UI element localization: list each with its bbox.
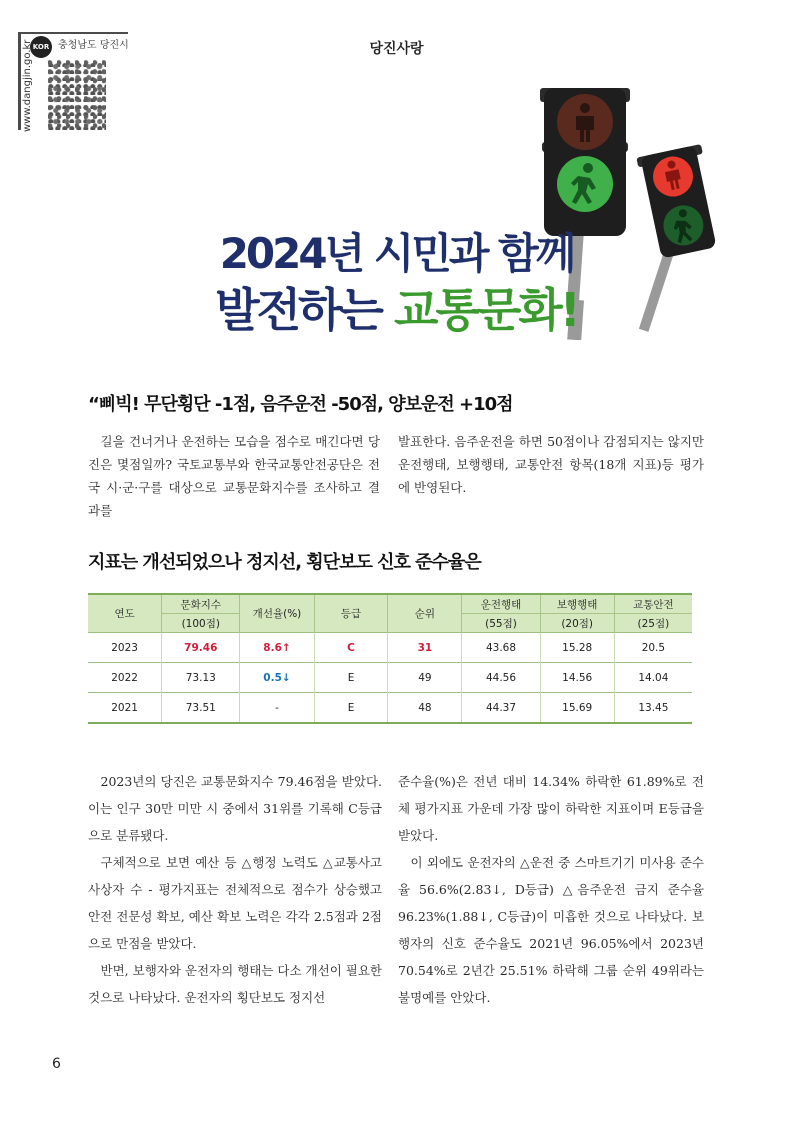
cell-improve: 0.5↓	[240, 663, 314, 693]
table-row	[88, 633, 692, 663]
page-number: 6	[52, 1056, 61, 1072]
intro-paragraph-left: 길을 건너거나 운전하는 모습을 점수로 매긴다면 당진은 몇점일까? 국토교통부와 한국교통안전공단은 전국 시·군·구를 대상으로 교통문화지수를 조사하고 결과를	[88, 434, 380, 518]
body-paragraph: 반면, 보행자와 운전자의 행태는 다소 개선이 필요한 것으로 나타났다. 운전자의 횡단보도 정지선	[88, 963, 382, 1005]
cell-year: 2023	[88, 633, 162, 663]
intro-paragraph-right: 발표한다. 음주운전을 하면 50점이나 감점되지는 않지만 운전행태, 보행행태, 교통안전 항목(18개 지표)등 평가에 반영된다.	[398, 434, 704, 495]
traffic-culture-table	[88, 593, 692, 724]
qr-code-icon	[48, 60, 106, 130]
title-line-2-part-1: 발전하는	[215, 283, 395, 337]
cell-year: 2021	[88, 693, 162, 724]
cell-driving: 44.37	[462, 693, 540, 724]
body-paragraph: 준수율(%)은 전년 대비 14.34% 하락한 61.89%로 전체 평가지표 가운데 가장 많이 하락한 지표이며 E등급을 받았다.	[398, 774, 704, 843]
header-improvement: 개선율(%)	[240, 594, 314, 633]
logo-frame-horizontal	[18, 32, 128, 34]
running-header: 당진사랑	[369, 41, 424, 57]
section-heading-indicators: 지표는 개선되었으나 정지선, 횡단보도 신호 준수율은	[88, 552, 481, 573]
header-culture-points: (100점)	[162, 614, 240, 633]
body-paragraph: 구체적으로 보면 예산 등 △행정 노력도 △교통사고 사상자 수 - 평가지표는 전체적으로 점수가 상승했고 안전 전문성 확보, 예산 확보 노력은 각각 2.5점과 2점으로 만점을 받았다.	[88, 855, 382, 951]
cell-improve: -	[240, 693, 314, 724]
title-line-1: 2024년 시민과 함께	[219, 229, 574, 278]
cell-culture: 79.46	[162, 633, 240, 663]
header-safety-points: (25점)	[614, 614, 692, 633]
cell-grade: E	[314, 663, 388, 693]
cell-culture: 73.51	[162, 693, 240, 724]
header-rank: 순위	[388, 594, 462, 633]
header-driving-points: (55점)	[462, 614, 540, 633]
intro-column-left	[88, 430, 380, 522]
cell-walking: 14.56	[540, 663, 614, 693]
body-paragraph: 2023년의 당진은 교통문화지수 79.46점을 받았다. 이는 인구 30만 미만 시 중에서 31위를 기록해 C등급으로 분류됐다.	[88, 774, 382, 843]
cell-safety: 14.04	[614, 663, 692, 693]
header-walking: 보행행태	[540, 594, 614, 614]
cell-rank: 49	[388, 663, 462, 693]
cell-driving: 44.56	[462, 663, 540, 693]
cell-grade: C	[314, 633, 388, 663]
kor-badge: KOR	[30, 36, 52, 58]
header-grade: 등급	[314, 594, 388, 633]
cell-rank: 31	[388, 633, 462, 663]
section-heading-scoring: “삐빅! 무단횡단 -1점, 음주운전 -50점, 양보운전 +10점	[88, 394, 513, 415]
table-row	[88, 663, 692, 693]
header-culture-index: 문화지수	[162, 594, 240, 614]
header-safety: 교통안전	[614, 594, 692, 614]
cell-walking: 15.69	[540, 693, 614, 724]
cell-culture: 73.13	[162, 663, 240, 693]
title-line-2-part-2: 교통문화!	[394, 283, 578, 337]
intro-column-right	[398, 430, 704, 499]
body-column-left	[88, 768, 382, 1011]
body-paragraph: 이 외에도 운전자의 △운전 중 스마트기기 미사용 준수율 56.6%(2.83↓, D등급) △음주운전 금지 준수율 96.23%(1.88↓, C등급)이 미흡한 것으로 나타났다. 보행자의 신호 준수율도 2021년 96.05%에서 2023년 70.54%로 2년간 25.51% 하락해 그룹 순위 49위라는 불명예를 안았다.	[398, 855, 704, 1005]
header-walking-points: (20점)	[540, 614, 614, 633]
logo-url: www.dangjin.go.kr	[22, 39, 33, 132]
cell-year: 2022	[88, 663, 162, 693]
cell-grade: E	[314, 693, 388, 724]
cell-rank: 48	[388, 693, 462, 724]
table-row	[88, 693, 692, 724]
body-column-right	[398, 768, 704, 1011]
cell-walking: 15.28	[540, 633, 614, 663]
cell-safety: 13.45	[614, 693, 692, 724]
title-line-2	[0, 280, 793, 340]
cell-safety: 20.5	[614, 633, 692, 663]
header-driving: 운전행태	[462, 594, 540, 614]
cell-driving: 43.68	[462, 633, 540, 663]
logo-city-name: 충청남도 당진시	[58, 40, 129, 51]
cell-improve: 8.6↑	[240, 633, 314, 663]
header-year: 연도	[88, 594, 162, 633]
page-title	[0, 228, 793, 340]
